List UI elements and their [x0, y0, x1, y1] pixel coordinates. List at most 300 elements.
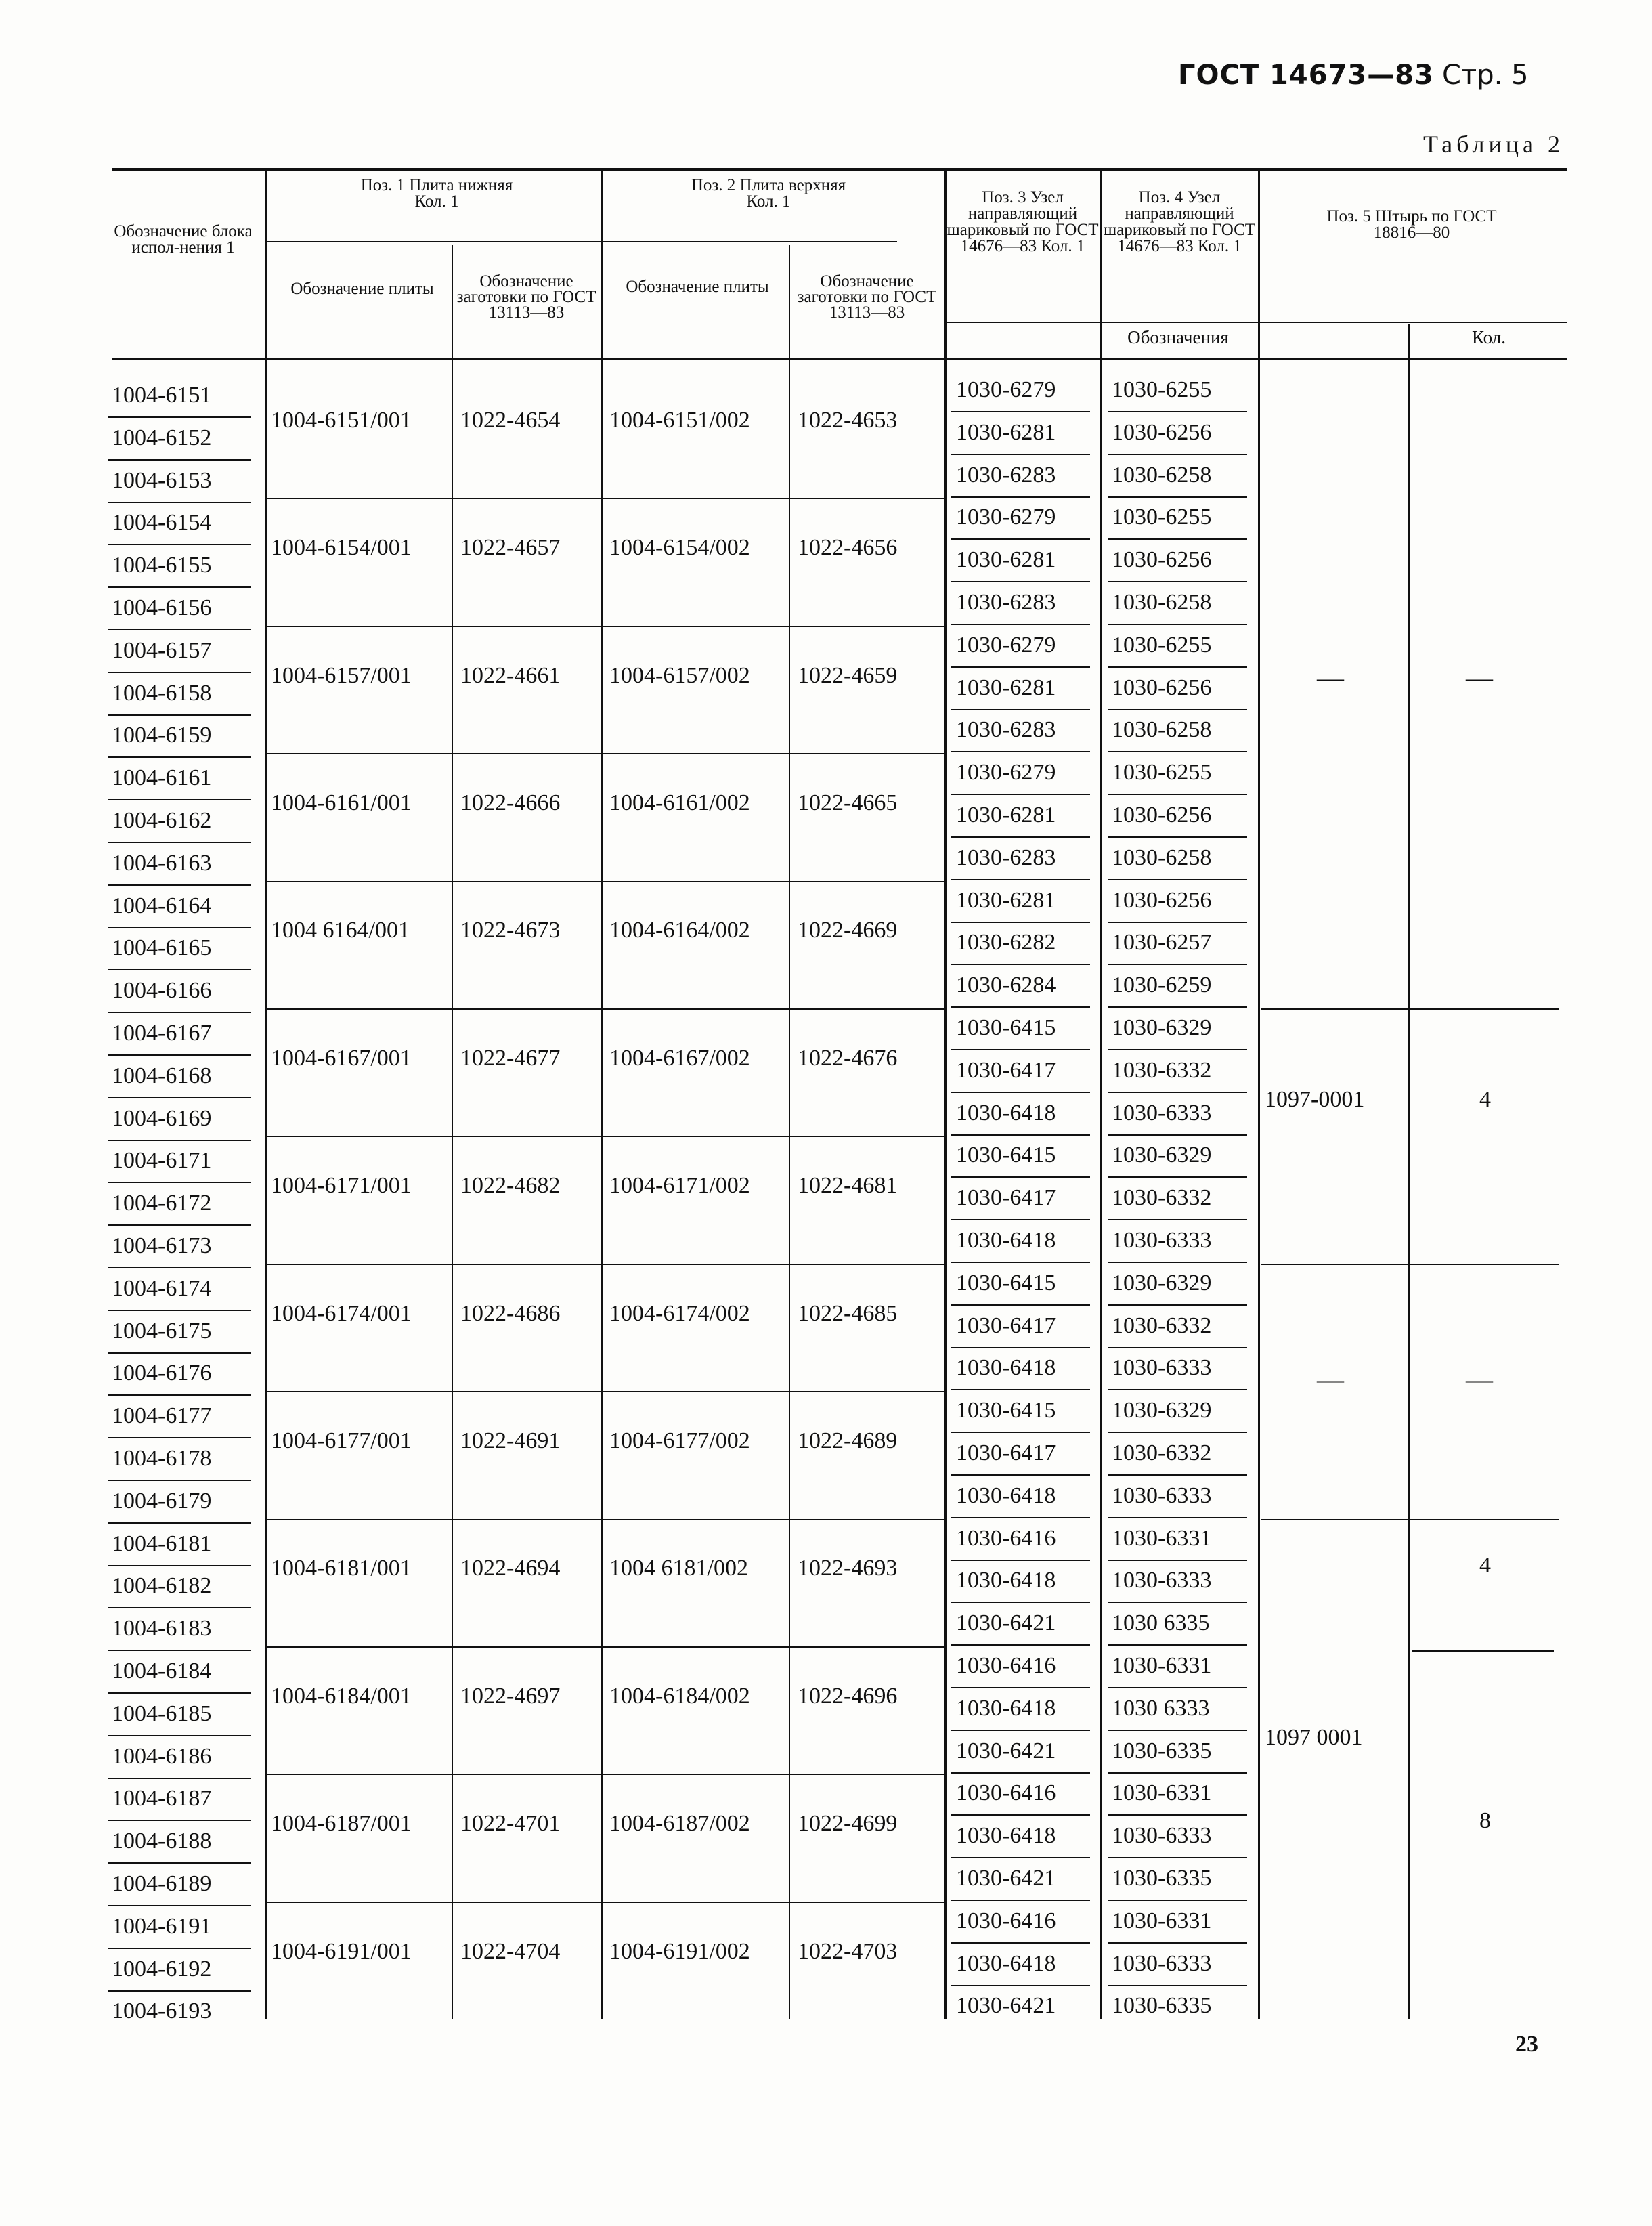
pos1-blank: 1022-4694	[460, 1556, 561, 1581]
pos1-plate: 1004-6181/001	[271, 1556, 412, 1581]
pos1-blank: 1022-4697	[460, 1683, 561, 1709]
pos4-designation: 1030-6256	[1112, 547, 1212, 573]
col-pos1-blank-header: Обозначение заготовки по ГОСТ 13113—83	[456, 272, 596, 322]
group-separator	[265, 1902, 944, 1903]
row-underline	[1108, 496, 1247, 498]
block-designation: 1004-6185	[112, 1700, 212, 1726]
pos4-designation: 1030-6255	[1112, 377, 1212, 402]
row-underline	[108, 459, 251, 461]
pos4-designation: 1030-6257	[1112, 930, 1212, 956]
pos5-separator	[1261, 1519, 1559, 1520]
pos3-designation: 1030-6418	[956, 1100, 1056, 1126]
row-underline	[951, 1602, 1090, 1603]
pos2-blank: 1022-4653	[798, 407, 898, 433]
row-underline	[1108, 666, 1247, 668]
pos2-blank: 1022-4681	[798, 1173, 898, 1199]
row-underline	[108, 884, 251, 886]
row-underline	[1108, 1304, 1247, 1306]
row-underline	[1108, 411, 1247, 412]
row-underline	[108, 502, 251, 503]
pos4-designation: 1030-6255	[1112, 632, 1212, 658]
row-underline	[1108, 1602, 1247, 1603]
row-underline	[108, 1522, 251, 1524]
block-designation: 1004-6162	[112, 808, 212, 833]
pos3-designation: 1030-6279	[956, 377, 1056, 402]
row-underline	[108, 1480, 251, 1481]
group-separator	[265, 1519, 944, 1520]
pos3-designation: 1030-6416	[956, 1525, 1056, 1551]
block-designation: 1004-6154	[112, 510, 212, 536]
pos4-designation: 1030-6333	[1112, 1228, 1212, 1253]
block-designation: 1004-6193	[112, 1998, 212, 2024]
block-designation: 1004-6182	[112, 1573, 212, 1599]
group-separator	[265, 881, 944, 882]
pos4-designation: 1030-6258	[1112, 717, 1212, 743]
row-underline	[108, 544, 251, 545]
block-designation: 1004-6164	[112, 893, 212, 918]
pos3-designation: 1030-6279	[956, 632, 1056, 658]
pos1-blank: 1022-4682	[460, 1173, 561, 1199]
pos4-designation: 1030-6258	[1112, 844, 1212, 870]
group-separator	[265, 1136, 944, 1137]
pos4-designation: 1030-6333	[1112, 1950, 1212, 1976]
pos3-designation: 1030-6281	[956, 547, 1056, 573]
block-designation: 1004-6181	[112, 1531, 212, 1556]
pos4-designation: 1030-6331	[1112, 1653, 1212, 1678]
row-underline	[1108, 1176, 1247, 1178]
block-designation: 1004-6171	[112, 1148, 212, 1174]
row-underline	[1108, 1772, 1247, 1774]
pos2-plate: 1004-6171/002	[609, 1173, 750, 1199]
block-designation: 1004-6189	[112, 1871, 212, 1896]
pos2-blank: 1022-4689	[798, 1428, 898, 1453]
pos2-blank: 1022-4676	[798, 1045, 898, 1071]
row-underline	[108, 1948, 251, 1949]
row-underline	[1108, 538, 1247, 540]
pos5-quantity: 4	[1479, 1086, 1491, 1112]
pos1-blank: 1022-4691	[460, 1428, 561, 1453]
row-underline	[951, 1219, 1090, 1220]
row-underline	[108, 1862, 251, 1864]
pos1-plate: 1004-6154/001	[271, 535, 412, 561]
row-underline	[951, 1304, 1090, 1306]
row-underline	[1108, 1730, 1247, 1731]
row-underline	[1108, 1985, 1247, 1986]
block-designation: 1004-6191	[112, 1913, 212, 1939]
pos4-designation: 1030-6258	[1112, 590, 1212, 615]
block-designation: 1004-6165	[112, 935, 212, 961]
pos3-designation: 1030-6279	[956, 760, 1056, 786]
row-underline	[1108, 1517, 1247, 1518]
pos4-designation: 1030-6333	[1112, 1355, 1212, 1381]
designations-header: Обозначения	[1127, 327, 1229, 347]
row-underline	[951, 794, 1090, 795]
pos4-designation: 1030-6331	[1112, 1908, 1212, 1933]
pos2-plate: 1004-6184/002	[609, 1683, 750, 1709]
page-label: Стр. 5	[1442, 60, 1529, 91]
pos3-designation: 1030-6415	[956, 1015, 1056, 1040]
row-underline	[951, 1814, 1090, 1816]
block-designation: 1004-6176	[112, 1361, 212, 1386]
pos1-plate: 1004-6184/001	[271, 1683, 412, 1709]
pos1-blank: 1022-4654	[460, 407, 561, 433]
pos4-designation: 1030-6331	[1112, 1780, 1212, 1806]
pos2-plate: 1004-6187/002	[609, 1811, 750, 1837]
pos1-plate: 1004 6164/001	[271, 918, 410, 943]
row-underline	[1108, 964, 1247, 965]
row-underline	[951, 1560, 1090, 1561]
row-underline	[1108, 1687, 1247, 1688]
pos5-separator	[1261, 1008, 1559, 1010]
group-separator	[265, 1008, 944, 1010]
row-underline	[108, 842, 251, 843]
block-designation: 1004-6151	[112, 383, 212, 408]
pos3-designation: 1030-6421	[956, 1610, 1056, 1636]
row-underline	[1108, 836, 1247, 838]
block-designation: 1004-6184	[112, 1658, 212, 1684]
block-designation: 1004-6156	[112, 595, 212, 620]
block-designation: 1004-6166	[112, 978, 212, 1004]
row-underline	[108, 1778, 251, 1779]
pos1-blank: 1022-4657	[460, 535, 561, 561]
row-underline	[108, 1735, 251, 1736]
block-designation: 1004-6177	[112, 1403, 212, 1429]
pos4-designation: 1030-6333	[1112, 1823, 1212, 1849]
pos5-quantity: 4	[1479, 1553, 1491, 1579]
pos4-designation: 1030-6256	[1112, 887, 1212, 913]
row-underline	[108, 1990, 251, 1992]
pos5-designation: 1097-0001	[1265, 1086, 1365, 1112]
block-designation: 1004-6183	[112, 1616, 212, 1642]
pos1-blank: 1022-4686	[460, 1300, 561, 1326]
row-underline	[108, 672, 251, 673]
block-designation: 1004-6172	[112, 1191, 212, 1216]
col-pos2-blank-header: Обозначение заготовки по ГОСТ 13113—83	[797, 272, 937, 322]
pos3-designation: 1030-6281	[956, 675, 1056, 700]
pos3-designation: 1030-6416	[956, 1908, 1056, 1933]
pos4-designation: 1030-6335	[1112, 1738, 1212, 1763]
row-underline	[1108, 1347, 1247, 1348]
row-underline	[1108, 1389, 1247, 1390]
pos4-designation: 1030-6255	[1112, 760, 1212, 786]
row-underline	[108, 629, 251, 630]
pos3-designation: 1030-6415	[956, 1398, 1056, 1424]
pos4-designation: 1030-6329	[1112, 1142, 1212, 1168]
row-underline	[951, 411, 1090, 412]
pos2-blank: 1022-4703	[798, 1938, 898, 1964]
pos2-plate: 1004-6174/002	[609, 1300, 750, 1326]
row-underline	[951, 1942, 1090, 1944]
pos3-designation: 1030-6418	[956, 1823, 1056, 1849]
pos5-quantity: —	[1466, 1363, 1493, 1394]
pos5-separator	[1261, 1264, 1559, 1265]
row-underline	[951, 666, 1090, 668]
group-separator	[265, 753, 944, 754]
pos2-blank: 1022-4696	[798, 1683, 898, 1709]
col-pos2-plate-header: Обозначение плиты	[626, 278, 769, 296]
row-underline	[951, 1092, 1090, 1093]
pos1-blank: 1022-4701	[460, 1811, 561, 1837]
row-underline	[108, 1097, 251, 1098]
row-underline	[108, 1352, 251, 1354]
pos4-designation: 1030-6333	[1112, 1568, 1212, 1593]
col-pos1-header: Поз. 1 Плита нижняя Кол. 1	[360, 176, 513, 211]
row-underline	[108, 1820, 251, 1821]
row-underline	[108, 1310, 251, 1311]
pos3-designation: 1030-6418	[956, 1568, 1056, 1593]
row-underline	[951, 751, 1090, 752]
pos4-designation: 1030-6329	[1112, 1015, 1212, 1040]
block-designation: 1004-6159	[112, 723, 212, 748]
pos2-blank: 1022-4665	[798, 790, 898, 815]
row-underline	[1108, 581, 1247, 582]
pos4-designation: 1030 6335	[1112, 1610, 1210, 1636]
col-pos2-header: Поз. 2 Плита верхняя Кол. 1	[691, 176, 846, 211]
pos1-plate: 1004-6177/001	[271, 1428, 412, 1453]
row-underline	[108, 1607, 251, 1608]
pos1-plate: 1004-6167/001	[271, 1045, 412, 1071]
row-underline	[951, 1347, 1090, 1348]
pos3-designation: 1030-6281	[956, 419, 1056, 445]
row-underline	[1108, 922, 1247, 923]
page-number: 23	[1515, 2032, 1538, 2057]
table-label: Таблица 2	[1423, 131, 1564, 158]
pos4-designation: 1030-6331	[1112, 1525, 1212, 1551]
pos1-plate: 1004-6157/001	[271, 662, 412, 688]
row-underline	[108, 1394, 251, 1396]
pos1-blank: 1022-4666	[460, 790, 561, 815]
block-designation: 1004-6157	[112, 637, 212, 663]
pos2-plate: 1004-6161/002	[609, 790, 750, 815]
row-underline	[951, 964, 1090, 965]
pos1-plate: 1004-6187/001	[271, 1811, 412, 1837]
row-underline	[951, 454, 1090, 455]
row-underline	[951, 1006, 1090, 1008]
row-underline	[108, 1182, 251, 1183]
pos3-designation: 1030-6421	[956, 1866, 1056, 1891]
pos1-plate: 1004-6174/001	[271, 1300, 412, 1326]
pos4-designation: 1030-6335	[1112, 1993, 1212, 2019]
group-separator	[265, 1646, 944, 1648]
row-underline	[108, 756, 251, 758]
block-designation: 1004-6161	[112, 765, 212, 791]
block-designation: 1004-6179	[112, 1488, 212, 1514]
row-underline	[108, 714, 251, 716]
group-separator	[265, 1391, 944, 1392]
pos3-designation: 1030-6279	[956, 505, 1056, 530]
pos3-designation: 1030-6418	[956, 1355, 1056, 1381]
pos5-designation: —	[1317, 1363, 1344, 1394]
row-underline	[1108, 709, 1247, 710]
pos2-plate: 1004-6167/002	[609, 1045, 750, 1071]
row-underline	[951, 1389, 1090, 1390]
row-underline	[1108, 1857, 1247, 1858]
pos2-blank: 1022-4656	[798, 535, 898, 561]
row-underline	[1108, 751, 1247, 752]
row-underline	[108, 799, 251, 800]
pos1-plate: 1004-6151/001	[271, 407, 412, 433]
pos4-designation: 1030-6332	[1112, 1057, 1212, 1083]
pos3-designation: 1030-6281	[956, 887, 1056, 913]
group-separator	[265, 1774, 944, 1775]
row-underline	[108, 1437, 251, 1438]
row-underline	[1108, 1900, 1247, 1901]
pos2-plate: 1004-6151/002	[609, 407, 750, 433]
row-underline	[1108, 1474, 1247, 1476]
row-underline	[1108, 1006, 1247, 1008]
block-designation: 1004-6187	[112, 1786, 212, 1812]
pos1-blank: 1022-4661	[460, 662, 561, 688]
row-underline	[1108, 454, 1247, 455]
pos2-plate: 1004-6177/002	[609, 1428, 750, 1453]
block-designation: 1004-6169	[112, 1105, 212, 1131]
row-underline	[1108, 624, 1247, 625]
row-underline	[108, 1905, 251, 1906]
row-underline	[951, 581, 1090, 582]
block-designation: 1004-6175	[112, 1318, 212, 1344]
pos4-designation: 1030-6256	[1112, 419, 1212, 445]
row-underline	[108, 416, 251, 418]
pos3-designation: 1030-6282	[956, 930, 1056, 956]
pos3-designation: 1030-6283	[956, 717, 1056, 743]
pos2-plate: 1004-6154/002	[609, 535, 750, 561]
row-underline	[951, 1176, 1090, 1178]
group-separator	[265, 626, 944, 627]
pos5-quantity: 8	[1479, 1808, 1491, 1834]
row-underline	[1108, 1644, 1247, 1646]
row-underline	[951, 1857, 1090, 1858]
pos5-quantity: —	[1466, 662, 1493, 693]
row-underline	[951, 1517, 1090, 1518]
block-designation: 1004-6168	[112, 1063, 212, 1088]
pos3-designation: 1030-6417	[956, 1185, 1056, 1211]
pos2-blank: 1022-4685	[798, 1300, 898, 1326]
qty-separator	[1412, 1650, 1554, 1652]
qty-header: Кол.	[1471, 327, 1506, 347]
row-underline	[1108, 1262, 1247, 1263]
row-underline	[951, 1644, 1090, 1646]
row-underline	[108, 1054, 251, 1056]
row-underline	[108, 1140, 251, 1141]
pos2-blank: 1022-4693	[798, 1556, 898, 1581]
pos4-designation: 1030-6329	[1112, 1270, 1212, 1296]
row-underline	[1108, 1814, 1247, 1816]
row-underline	[1108, 1432, 1247, 1433]
row-underline	[108, 927, 251, 928]
block-designation: 1004-6155	[112, 553, 212, 578]
col-pos3-header: Поз. 3 Узел направляющий шариковый по ГОСТ 14676—83 Кол. 1	[947, 188, 1099, 255]
block-designation: 1004-6167	[112, 1021, 212, 1046]
row-underline	[108, 1267, 251, 1268]
pos3-designation: 1030-6415	[956, 1142, 1056, 1168]
pos4-designation: 1030-6259	[1112, 972, 1212, 998]
pos3-designation: 1030-6281	[956, 802, 1056, 828]
block-designation: 1004-6163	[112, 850, 212, 876]
row-underline	[951, 1134, 1090, 1136]
block-designation: 1004-6188	[112, 1828, 212, 1854]
row-underline	[951, 1049, 1090, 1050]
row-underline	[1108, 1560, 1247, 1561]
row-underline	[1108, 1134, 1247, 1136]
pos4-designation: 1030-6329	[1112, 1398, 1212, 1424]
pos1-blank: 1022-4673	[460, 918, 561, 943]
pos3-designation: 1030-6421	[956, 1738, 1056, 1763]
pos2-blank: 1022-4669	[798, 918, 898, 943]
row-underline	[1108, 879, 1247, 880]
col-pos5-header: Поз. 5 Штырь по ГОСТ 18816—80	[1326, 207, 1497, 242]
row-underline	[951, 1474, 1090, 1476]
pos4-designation: 1030-6255	[1112, 505, 1212, 530]
pos3-designation: 1030-6418	[956, 1950, 1056, 1976]
block-designation: 1004-6192	[112, 1956, 212, 1982]
pos4-designation: 1030-6256	[1112, 802, 1212, 828]
col-pos1-plate-header: Обозначение плиты	[290, 280, 434, 298]
row-underline	[108, 586, 251, 588]
pos4-designation: 1030-6332	[1112, 1185, 1212, 1211]
pos3-designation: 1030-6415	[956, 1270, 1056, 1296]
pos5-designation: —	[1317, 662, 1344, 693]
pos4-designation: 1030 6333	[1112, 1695, 1210, 1721]
pos1-plate: 1004-6171/001	[271, 1173, 412, 1199]
col-pos4-header: Поз. 4 Узел направляющий шариковый по ГОСТ 14676—83 Кол. 1	[1103, 188, 1256, 255]
row-underline	[951, 709, 1090, 710]
row-underline	[951, 538, 1090, 540]
pos3-designation: 1030-6421	[956, 1993, 1056, 2019]
block-designation: 1004-6173	[112, 1233, 212, 1258]
pos2-blank: 1022-4699	[798, 1811, 898, 1837]
pos3-designation: 1030-6417	[956, 1312, 1056, 1338]
block-designation: 1004-6186	[112, 1743, 212, 1769]
pos4-designation: 1030-6333	[1112, 1482, 1212, 1508]
pos2-plate: 1004-6157/002	[609, 662, 750, 688]
pos3-designation: 1030-6418	[956, 1695, 1056, 1721]
pos3-designation: 1030-6416	[956, 1653, 1056, 1678]
group-separator	[265, 498, 944, 499]
pos1-blank: 1022-4677	[460, 1045, 561, 1071]
block-designation: 1004-6158	[112, 680, 212, 706]
pos3-designation: 1030-6417	[956, 1440, 1056, 1465]
row-underline	[951, 1985, 1090, 1986]
row-underline	[951, 836, 1090, 838]
pos4-designation: 1030-6256	[1112, 675, 1212, 700]
pos3-designation: 1030-6418	[956, 1482, 1056, 1508]
row-underline	[951, 1772, 1090, 1774]
pos3-designation: 1030-6283	[956, 590, 1056, 615]
row-underline	[951, 1687, 1090, 1688]
row-underline	[108, 1012, 251, 1013]
row-underline	[108, 1692, 251, 1694]
pos2-plate: 1004 6181/002	[609, 1556, 748, 1581]
row-underline	[1108, 794, 1247, 795]
pos2-blank: 1022-4659	[798, 662, 898, 688]
pos3-designation: 1030-6283	[956, 844, 1056, 870]
pos2-plate: 1004-6164/002	[609, 918, 750, 943]
pos4-designation: 1030-6335	[1112, 1866, 1212, 1891]
row-underline	[1108, 1049, 1247, 1050]
row-underline	[951, 1900, 1090, 1901]
block-designation: 1004-6174	[112, 1275, 212, 1301]
pos3-designation: 1030-6416	[956, 1780, 1056, 1806]
pos3-designation: 1030-6283	[956, 462, 1056, 488]
block-designation: 1004-6178	[112, 1446, 212, 1471]
col-block-header: Обозначение блока испол-нения 1	[114, 222, 253, 257]
row-underline	[951, 496, 1090, 498]
standard-code: ГОСТ 14673—83	[1178, 60, 1434, 91]
row-underline	[1108, 1092, 1247, 1093]
pos1-plate: 1004-6161/001	[271, 790, 412, 815]
row-underline	[1108, 1942, 1247, 1944]
row-underline	[951, 1262, 1090, 1263]
